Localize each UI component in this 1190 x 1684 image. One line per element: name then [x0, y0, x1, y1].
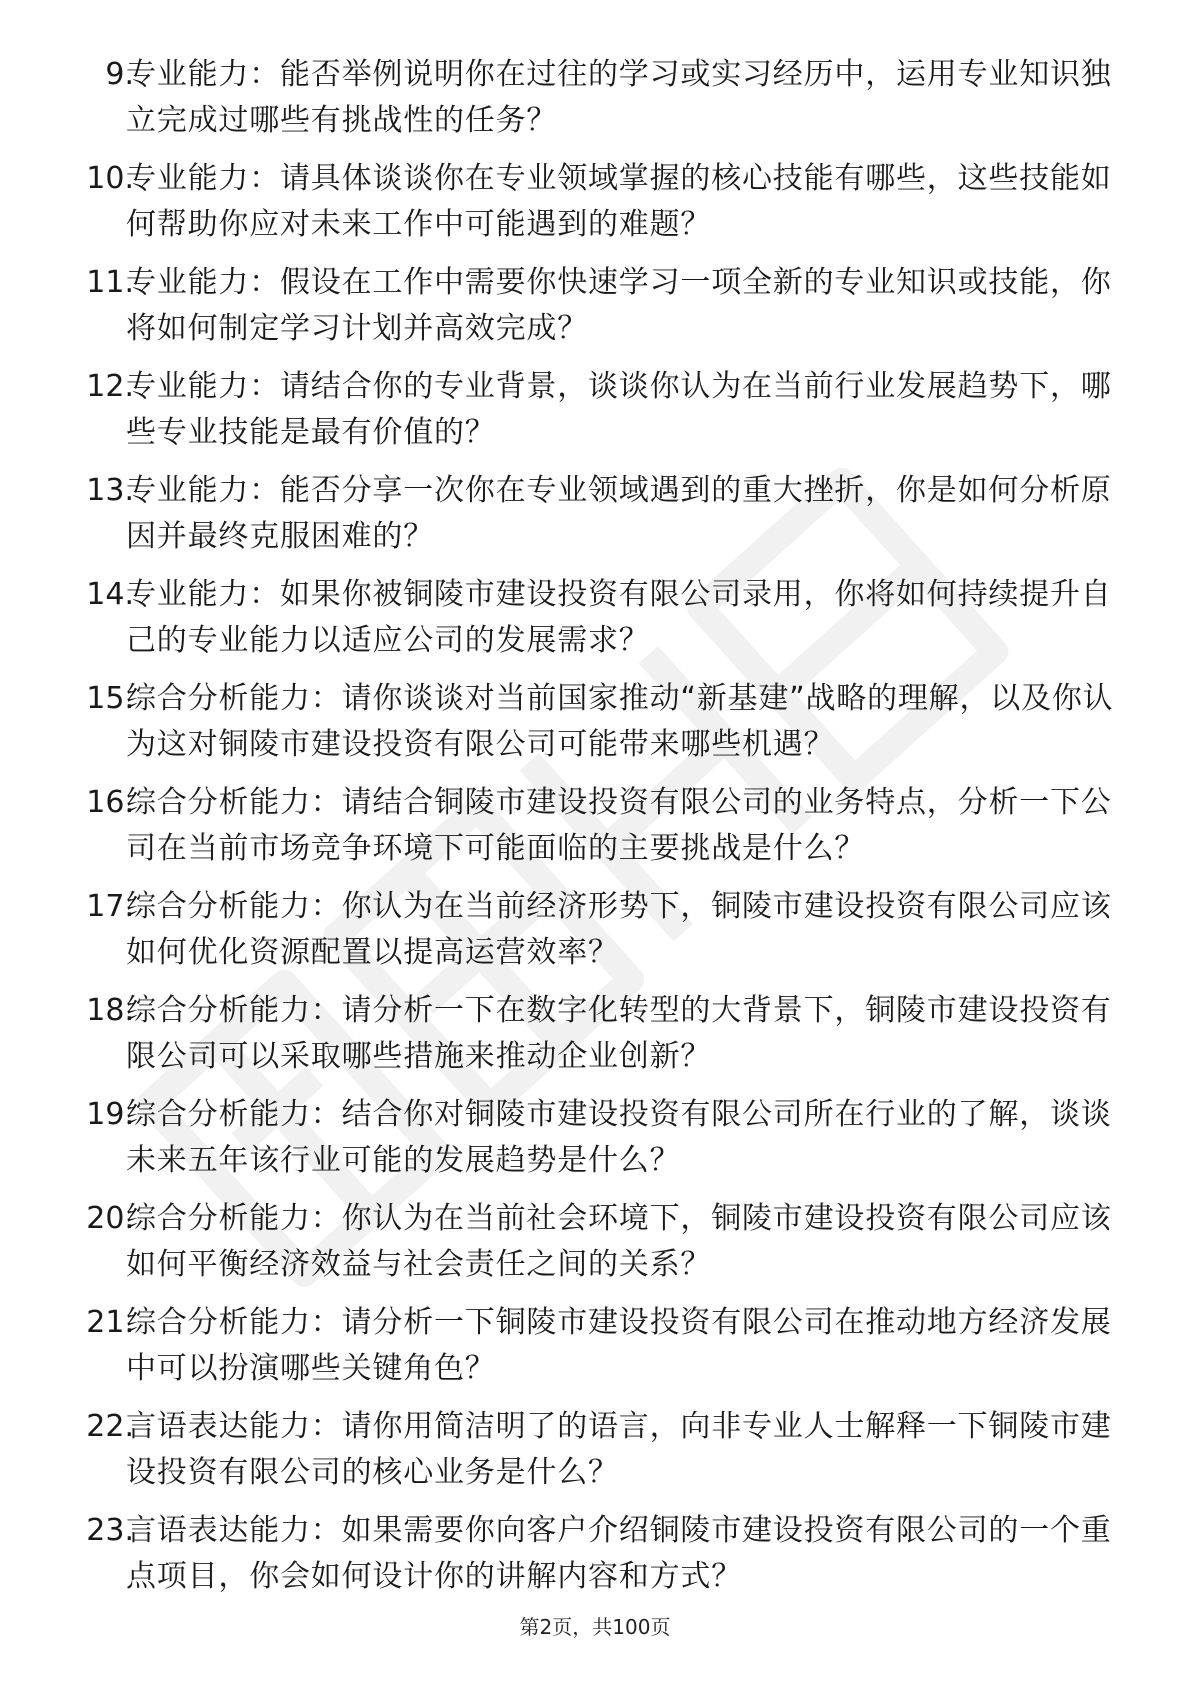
- question-text: 综合分析能力：请分析一下铜陵市建设投资有限公司在推动地方经济发展中可以扮演哪些关键角色？: [126, 1305, 1112, 1386]
- question-text: 专业能力：如果你被铜陵市建设投资有限公司录用，你将如何持续提升自己的专业能力以适应公司的发展需求？: [126, 577, 1112, 658]
- question-item: [0, 988, 1190, 1092]
- question-item: [0, 780, 1190, 884]
- question-item: [0, 156, 1190, 260]
- question-text: 专业能力：请具体谈谈你在专业领域掌握的核心技能有哪些，这些技能如何帮助你应对未来工作中可能遇到的难题？: [126, 161, 1112, 242]
- page-footer: [0, 1612, 1190, 1642]
- question-text: 言语表达能力：请你用简洁明了的语言，向非专业人士解释一下铜陵市建设投资有限公司的核心业务是什么？: [126, 1409, 1112, 1490]
- question-list: [0, 52, 1190, 1612]
- question-item: [0, 52, 1190, 156]
- question-text: 专业能力：能否举例说明你在过往的学习或实习经历中，运用专业知识独立完成过哪些有挑战性的任务？: [126, 57, 1112, 138]
- question-text: 综合分析能力：请结合铜陵市建设投资有限公司的业务特点，分析一下公司在当前市场竞争环境下可能面临的主要挑战是什么？: [126, 785, 1112, 866]
- question-item: [0, 1196, 1190, 1300]
- question-number: 21.: [86, 1305, 134, 1340]
- question-text: 综合分析能力：请你谈谈对当前国家推动“新基建”战略的理解，以及你认为这对铜陵市建设投资有限公司可能带来哪些机遇？: [126, 681, 1114, 762]
- question-text: 言语表达能力：如果需要你向客户介绍铜陵市建设投资有限公司的一个重点项目，你会如何设计你的讲解内容和方式？: [126, 1513, 1112, 1594]
- question-item: [0, 676, 1190, 780]
- question-text: 综合分析能力：请分析一下在数字化转型的大背景下，铜陵市建设投资有限公司可以采取哪些措施来推动企业创新？: [126, 993, 1112, 1074]
- question-text: 综合分析能力：你认为在当前经济形势下，铜陵市建设投资有限公司应该如何优化资源配置以提高运营效率？: [126, 889, 1112, 970]
- question-number: 23.: [86, 1513, 134, 1548]
- question-number: 22.: [86, 1409, 134, 1444]
- question-number: 13.: [86, 473, 134, 508]
- question-number: 9.: [105, 57, 134, 92]
- question-item: [0, 572, 1190, 676]
- question-text: 综合分析能力：你认为在当前社会环境下，铜陵市建设投资有限公司应该如何平衡经济效益与社会责任之间的关系？: [126, 1201, 1112, 1282]
- question-number: 16.: [86, 785, 134, 820]
- question-item: [0, 364, 1190, 468]
- question-number: 12.: [86, 369, 134, 404]
- question-number: 10.: [86, 161, 134, 196]
- question-text: 专业能力：能否分享一次你在专业领域遇到的重大挫折，你是如何分析原因并最终克服困难的？: [126, 473, 1112, 554]
- question-number: 15.: [86, 681, 134, 716]
- question-item: [0, 1508, 1190, 1612]
- question-number: 19.: [86, 1097, 134, 1132]
- question-text: 专业能力：假设在工作中需要你快速学习一项全新的专业知识或技能，你将如何制定学习计划并高效完成？: [126, 265, 1112, 346]
- question-number: 20.: [86, 1201, 134, 1236]
- question-item: [0, 1300, 1190, 1404]
- question-item: [0, 884, 1190, 988]
- question-item: [0, 468, 1190, 572]
- question-number: 11.: [86, 265, 134, 300]
- question-number: 17.: [86, 889, 134, 924]
- question-item: [0, 1092, 1190, 1196]
- question-item: [0, 260, 1190, 364]
- question-number: 18.: [86, 993, 134, 1028]
- question-item: [0, 1404, 1190, 1508]
- question-text: 专业能力：请结合你的专业背景，谈谈你认为在当前行业发展趋势下，哪些专业技能是最有价值的？: [126, 369, 1112, 450]
- question-text: 综合分析能力：结合你对铜陵市建设投资有限公司所在行业的了解，谈谈未来五年该行业可能的发展趋势是什么？: [126, 1097, 1112, 1178]
- question-number: 14.: [86, 577, 134, 612]
- page-number-label: 第2页，共100页: [519, 1615, 671, 1639]
